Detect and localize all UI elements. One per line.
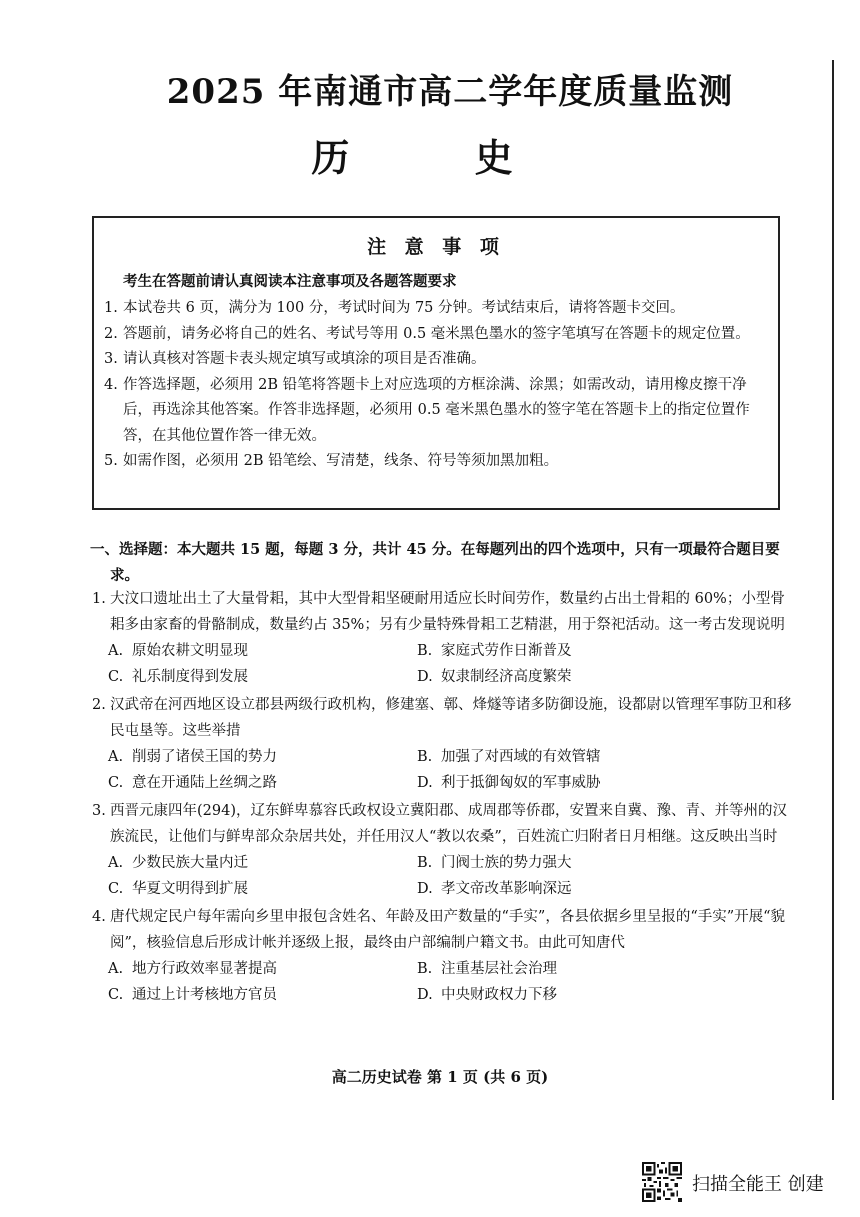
question — [92, 692, 792, 796]
option-c: C. 通过上计考核地方官员 — [108, 987, 277, 1003]
question — [92, 798, 792, 902]
notice-item-text: 本试卷共 6 页，满分为 100 分，考试时间为 75 分钟。考试结束后，请将答题卡交回。 — [123, 300, 685, 316]
question-stem — [92, 692, 792, 744]
notice-item-number: 2. — [104, 325, 118, 342]
notice-title: 注 意 事 项 — [367, 236, 505, 258]
option-a: A. 地方行政效率显著提高 — [108, 961, 277, 977]
option-d: D. 利于抵御匈奴的军事威胁 — [417, 775, 601, 791]
question-text: 汉武帝在河西地区设立郡县两级行政机构，修建塞、鄣、烽燧等诸多防御设施，设都尉以管理军事防卫和移民屯垦等。这些举措 — [110, 697, 792, 739]
page-footer: 高二历史试卷 第 1 页 (共 6 页) — [331, 1068, 549, 1086]
option-d: D. 孝文帝改革影响深远 — [417, 881, 572, 897]
question-text: 西晋元康四年(294)，辽东鲜卑慕容氏政权设立冀阳郡、成周郡等侨郡，安置来自冀、豫、青、并等州的汉族流民，让他们与鲜卑部众杂居共处，并任用汉人“教以农桑”，百姓流亡归附者日月相继。这反映出当时 — [110, 803, 787, 845]
section-heading-text: 一、选择题：本大题共 15 题，每题 3 分，共计 45 分。在每题列出的四个选项中，只有一项最符合题目要求。 — [90, 541, 780, 584]
notice-item-text: 作答选择题，必须用 2B 铅笔将答题卡上对应选项的方框涂满、涂黑；如需改动，请用橡皮擦干净后，再选涂其他答案。作答非选择题，必须用 0.5 毫米黑色墨水的签字笔在答题卡上的指定位置作答，在其他位置作答一律无效。 — [123, 376, 750, 444]
notice-item-text: 如需作图，必须用 2B 铅笔绘、写清楚，线条、符号等须加黑加粗。 — [123, 453, 559, 469]
notice-item-number: 4. — [104, 376, 118, 393]
question-stem — [92, 798, 792, 850]
section-heading — [90, 537, 790, 589]
option-a: A. 原始农耕文明显现 — [108, 643, 248, 659]
notice-list — [104, 296, 772, 475]
notice-item-text: 答题前，请务必将自己的姓名、考试号等用 0.5 毫米黑色墨水的签字笔填写在答题卡的规定位置。 — [123, 325, 750, 342]
option-a: A. 削弱了诸侯王国的势力 — [108, 749, 277, 765]
notice-item — [104, 347, 772, 373]
watermark-text: 扫描全能王 创建 — [692, 1174, 824, 1195]
option-group — [92, 956, 792, 1008]
exam-title: 2025 年南通市高二学年度质量监测 — [166, 72, 734, 112]
question-text: 唐代规定民户每年需向乡里申报包含姓名、年龄及田产数量的“手实”，各县依据乡里呈报的“手实”开展“貌阅”，核验信息后形成计帐并逐级上报，最终由户部编制户籍文书。由此可知唐代 — [110, 909, 786, 951]
option-b: B. 加强了对西域的有效管辖 — [417, 749, 601, 765]
notice-intro: 考生在答题前请认真阅读本注意事项及各题答题要求 — [123, 273, 457, 290]
notice-item — [104, 322, 772, 348]
question — [92, 904, 792, 1008]
option-c: C. 礼乐制度得到发展 — [108, 669, 248, 685]
question-stem — [92, 586, 792, 638]
question-number: 2. — [92, 697, 106, 713]
option-group — [92, 850, 792, 902]
option-d: D. 奴隶制经济高度繁荣 — [417, 669, 572, 685]
question-text: 大汶口遗址出土了大量骨耜，其中大型骨耜坚硬耐用适应长时间劳作，数量约占出土骨耜的 60%；小型骨耜多由家畜的骨骼制成，数量约占 35%；另有少量特殊骨耜工艺精湛，用于祭祀活动。这一考古发现说明 — [110, 591, 785, 633]
notice-item-number: 3. — [104, 351, 118, 367]
option-b: B. 注重基层社会治理 — [417, 961, 557, 977]
margin-rule — [832, 60, 834, 1100]
question — [92, 586, 792, 690]
option-d: D. 中央财政权力下移 — [417, 987, 557, 1003]
option-a: A. 少数民族大量内迁 — [108, 855, 248, 871]
option-c: C. 华夏文明得到扩展 — [108, 881, 248, 897]
notice-item-number: 5. — [104, 453, 118, 469]
option-b: B. 家庭式劳作日渐普及 — [417, 643, 572, 659]
notice-item — [104, 373, 772, 450]
subject-title: 历 史 — [311, 135, 569, 180]
question-number: 4. — [92, 909, 106, 925]
option-b: B. 门阀士族的势力强大 — [417, 855, 572, 871]
option-c: C. 意在开通陆上丝绸之路 — [108, 775, 277, 791]
option-group — [92, 744, 792, 796]
question-number: 1. — [92, 591, 106, 607]
notice-item-text: 请认真核对答题卡表头规定填写或填涂的项目是否准确。 — [123, 351, 486, 367]
question-stem — [92, 904, 792, 956]
option-group — [92, 638, 792, 690]
notice-item — [104, 449, 772, 475]
notice-box — [92, 216, 780, 510]
question-list — [92, 586, 792, 1010]
notice-item — [104, 296, 772, 322]
question-number: 3. — [92, 803, 106, 819]
notice-item-number: 1. — [104, 300, 118, 316]
qr-code-icon — [642, 1162, 682, 1202]
